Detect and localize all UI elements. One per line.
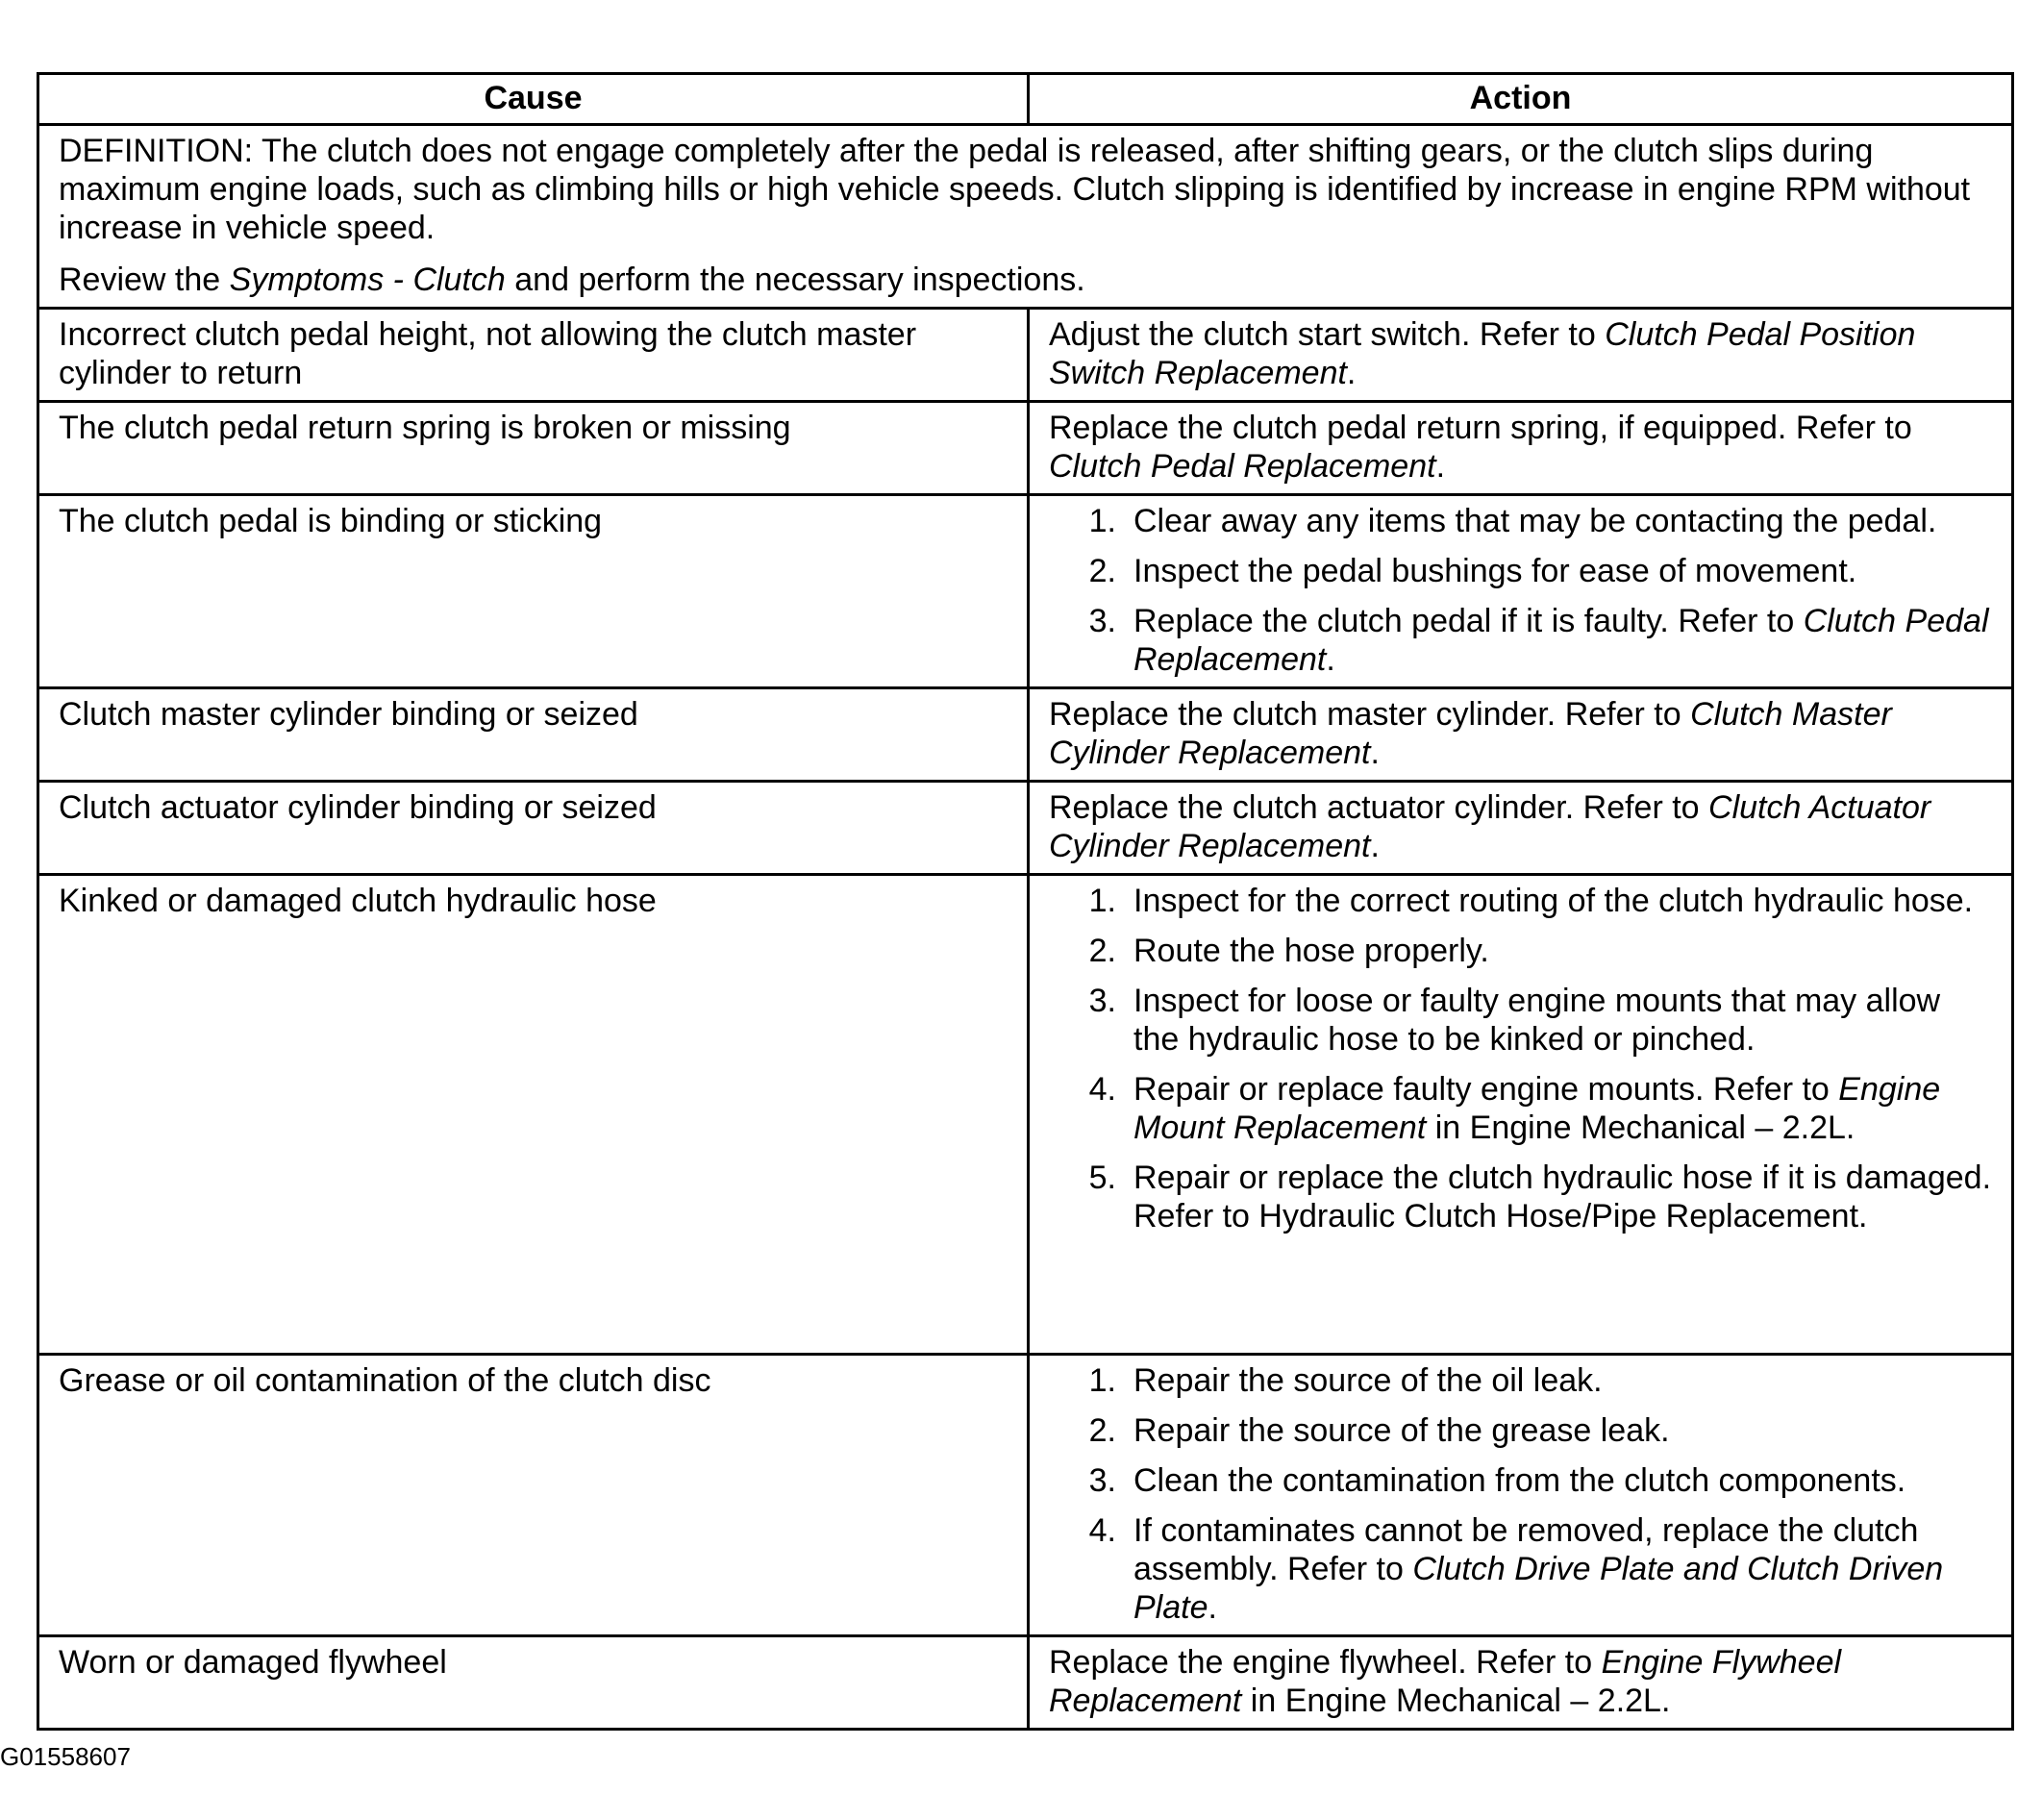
cause-cell: Incorrect clutch pedal height, not allowing the clutch master cylinder to return <box>38 309 1029 402</box>
symptom-table <box>37 72 2014 1731</box>
step-text: Repair the source of the oil leak. <box>1133 1362 1603 1399</box>
step-number: 3. <box>1088 603 1116 639</box>
step-text: Inspect for the correct routing of the clutch hydraulic hose. <box>1133 883 1974 919</box>
action-cell <box>1029 309 2013 402</box>
step-number: 5. <box>1088 1159 1116 1196</box>
cause-cell: Worn or damaged flywheel <box>38 1636 1029 1730</box>
cause-header: Cause <box>38 74 1029 125</box>
step-reference: Engine Mount Replacement <box>1133 1071 1941 1146</box>
action-reference: Clutch Pedal Replacement <box>1049 448 1436 485</box>
step-suffix: . <box>1326 641 1335 678</box>
step-item <box>1049 1461 1992 1500</box>
step-item <box>1049 982 1992 1059</box>
cause-cell: Grease or oil contamination of the clutch disc <box>38 1355 1029 1636</box>
step-number: 2. <box>1088 1412 1116 1449</box>
step-text: Route the hose properly. <box>1133 933 1489 969</box>
step-text <box>1133 1511 1992 1627</box>
step-number: 1. <box>1088 1362 1116 1399</box>
action-suffix: . <box>1370 828 1380 864</box>
review-link: Symptoms - Clutch <box>229 262 506 298</box>
step-suffix: in Engine Mechanical – 2.2L. <box>1426 1109 1855 1146</box>
step-reference: Clutch Drive Plate and Clutch Driven Plate <box>1133 1551 1944 1626</box>
step-number: 1. <box>1088 503 1116 539</box>
action-text: Replace the engine flywheel. Refer to <box>1049 1644 1602 1681</box>
review-text <box>59 261 1992 299</box>
action-text: Replace the clutch pedal return spring, if equipped. Refer to <box>1049 410 1912 446</box>
table-row <box>38 782 2013 875</box>
action-suffix: in Engine Mechanical – 2.2L. <box>1241 1683 1671 1719</box>
action-reference: Engine Flywheel Replacement <box>1049 1644 1842 1719</box>
step-item <box>1049 882 1992 920</box>
step-text <box>1133 1070 1992 1147</box>
step-item <box>1049 552 1992 590</box>
figure-id: G01558607 <box>0 1742 131 1771</box>
table-row <box>38 875 2013 1355</box>
step-reference: Clutch Pedal Replacement <box>1133 603 1989 678</box>
step-number: 2. <box>1088 933 1116 969</box>
action-suffix: . <box>1370 735 1380 771</box>
step-text: Inspect the pedal bushings for ease of movement. <box>1133 553 1857 589</box>
review-suffix: and perform the necessary inspections. <box>505 262 1085 298</box>
action-cell <box>1029 875 2013 1355</box>
action-steps <box>1049 1361 1992 1627</box>
step-item <box>1049 1361 1992 1400</box>
action-cell <box>1029 782 2013 875</box>
step-text-main: Repair or replace faulty engine mounts. Refer to <box>1133 1071 1839 1108</box>
definition-text: DEFINITION: The clutch does not engage completely after the pedal is released, after shifting gears, or the clutch slips during maximum engine loads, such as climbing hills or high vehicle speeds. Clutch slipping is identified by increase in engine RPM without increase in vehicle speed. <box>59 133 1971 246</box>
table-row <box>38 1355 2013 1636</box>
step-number: 1. <box>1088 883 1116 919</box>
step-item <box>1049 602 1992 679</box>
action-reference: Clutch Actuator Cylinder Replacement <box>1049 789 1931 864</box>
action-suffix: . <box>1346 355 1357 391</box>
action-cell <box>1029 1355 2013 1636</box>
step-number: 4. <box>1088 1512 1116 1549</box>
step-text <box>1133 602 1992 679</box>
step-item <box>1049 1070 1992 1147</box>
step-item <box>1049 502 1992 540</box>
step-text: Clear away any items that may be contacting the pedal. <box>1133 503 1937 539</box>
table-row <box>38 309 2013 402</box>
action-text: Replace the clutch actuator cylinder. Refer to <box>1049 789 1709 826</box>
action-steps <box>1049 502 1992 679</box>
step-number: 3. <box>1088 983 1116 1019</box>
step-item <box>1049 1411 1992 1450</box>
step-text: Clean the contamination from the clutch components. <box>1133 1462 1906 1499</box>
action-text: Adjust the clutch start switch. Refer to <box>1049 316 1606 353</box>
step-text-main: Replace the clutch pedal if it is faulty. Refer to <box>1133 603 1804 639</box>
cause-cell: The clutch pedal is binding or sticking <box>38 495 1029 688</box>
step-text: Repair the source of the grease leak. <box>1133 1412 1670 1449</box>
step-item <box>1049 1511 1992 1627</box>
table-row <box>38 402 2013 495</box>
cause-cell: The clutch pedal return spring is broken or missing <box>38 402 1029 495</box>
table-row <box>38 688 2013 782</box>
header-row <box>38 74 2013 125</box>
cause-cell: Clutch master cylinder binding or seized <box>38 688 1029 782</box>
cause-cell: Kinked or damaged clutch hydraulic hose <box>38 875 1029 1355</box>
action-cell <box>1029 402 2013 495</box>
definition-row <box>38 125 2013 309</box>
action-header: Action <box>1029 74 2013 125</box>
step-item <box>1049 1159 1992 1235</box>
step-text-main: If contaminates cannot be removed, replace the clutch assembly. Refer to <box>1133 1512 1919 1587</box>
action-cell <box>1029 495 2013 688</box>
step-number: 4. <box>1088 1071 1116 1108</box>
table-row <box>38 1636 2013 1730</box>
table-row <box>38 495 2013 688</box>
action-suffix: . <box>1435 448 1446 485</box>
cause-cell: Clutch actuator cylinder binding or seized <box>38 782 1029 875</box>
definition-cell <box>38 125 2013 309</box>
review-prefix: Review the <box>59 262 230 298</box>
step-number: 2. <box>1088 553 1116 589</box>
action-text: Replace the clutch master cylinder. Refer to <box>1049 696 1691 733</box>
action-reference: Clutch Pedal Position Switch Replacement <box>1049 316 1916 391</box>
action-cell <box>1029 688 2013 782</box>
step-suffix: . <box>1208 1589 1217 1626</box>
step-number: 3. <box>1088 1462 1116 1499</box>
step-text: Inspect for loose or faulty engine mounts that may allow the hydraulic hose to be kinked or pinched. <box>1133 983 1941 1058</box>
action-cell <box>1029 1636 2013 1730</box>
step-item <box>1049 932 1992 970</box>
step-text: Repair or replace the clutch hydraulic hose if it is damaged. Refer to Hydraulic Clutch Hose/Pipe Replacement. <box>1133 1159 1992 1234</box>
action-reference: Clutch Master Cylinder Replacement <box>1049 696 1892 771</box>
action-steps <box>1049 882 1992 1235</box>
